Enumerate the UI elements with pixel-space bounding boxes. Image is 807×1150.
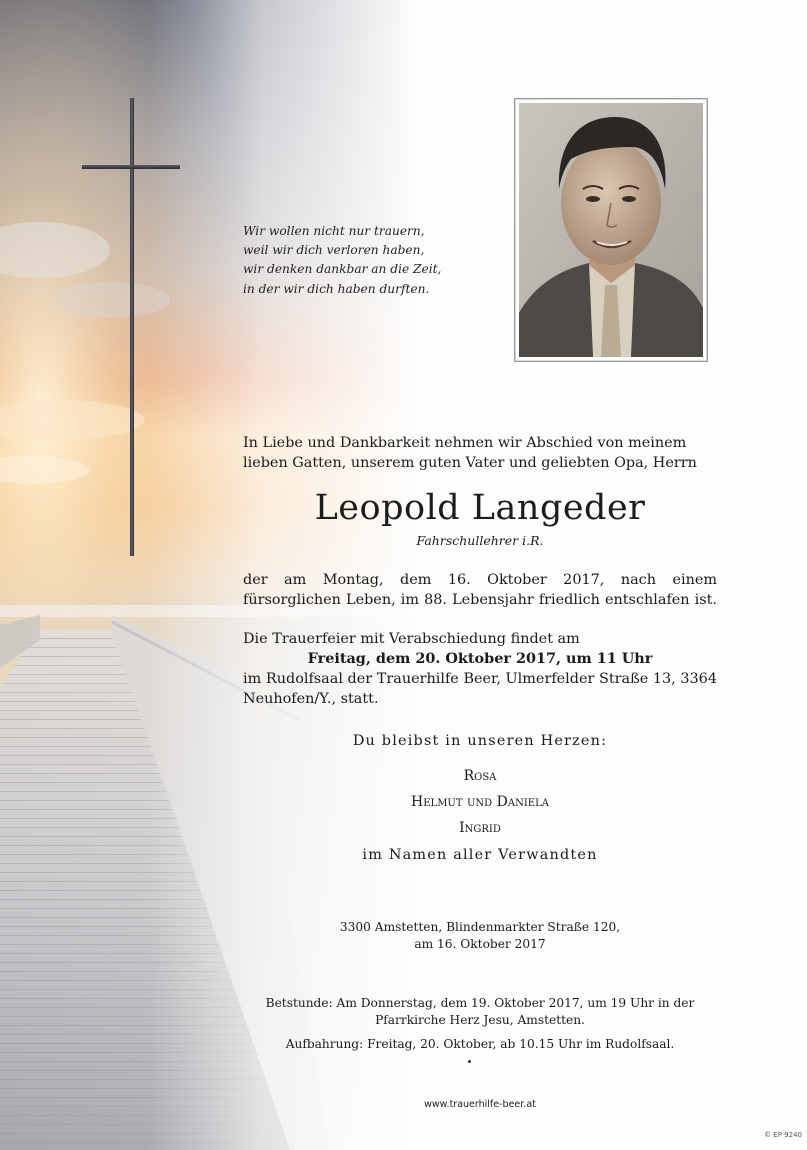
- farewell-intro: [243, 433, 723, 473]
- ceremony-intro: Die Trauerfeier mit Verabschiedung findet am: [243, 631, 580, 647]
- address-date: am 16. Oktober 2017: [414, 937, 546, 951]
- ceremony-location-cont: Neuhofen/Y., statt.: [243, 691, 379, 707]
- mourner-name: Rosa: [463, 768, 497, 784]
- poem-line: weil wir dich verloren haben,: [243, 243, 425, 258]
- ceremony-location: im Rudolfsaal der Trauerhilfe Beer, Ulmerfelder Straße 13, 3364: [243, 671, 717, 687]
- poem-line: in der wir dich haben durften.: [243, 281, 430, 296]
- relatives-line: im Namen aller Verwandten: [362, 847, 598, 863]
- ceremony-info: [243, 629, 717, 709]
- deceased-profession: Fahrschullehrer i.R.: [416, 533, 544, 548]
- intro-line: In Liebe und Dankbarkeit nehmen wir Abschied von meinem: [243, 435, 687, 451]
- poem-line: wir denken dankbar an die Zeit,: [243, 262, 442, 277]
- viewing-line: Aufbahrung: Freitag, 20. Oktober, ab 10.15 Uhr im Rudolfsaal.: [285, 1037, 675, 1051]
- mourners-heading: Du bleibst in unseren Herzen:: [352, 733, 608, 749]
- portrait-image: [519, 103, 703, 357]
- ceremony-date: Freitag, dem 20. Oktober 2017, um 11 Uhr: [307, 650, 653, 667]
- address-line: 3300 Amstetten, Blindenmarkter Straße 120,: [339, 920, 621, 934]
- prayer-line: Pfarrkirche Herz Jesu, Amstetten.: [375, 1013, 585, 1027]
- mourner-name: Helmut und Daniela: [411, 794, 549, 810]
- mourners-list: [243, 763, 717, 841]
- death-notice: [243, 570, 717, 610]
- deceased-name: Leopold Langeder: [314, 488, 646, 528]
- print-code: © EP 9240: [764, 1131, 802, 1139]
- prayer-line: Betstunde: Am Donnerstag, dem 19. Oktober 2017, um 19 Uhr in der: [265, 996, 695, 1010]
- portrait-photo: [514, 98, 708, 362]
- death-notice-line: der am Montag, dem 16. Oktober 2017, nach einem: [243, 572, 717, 588]
- poem-line: Wir wollen nicht nur trauern,: [243, 224, 425, 238]
- death-notice-line: fürsorglichen Leben, im 88. Lebensjahr friedlich entschlafen ist.: [243, 592, 717, 608]
- address-block: [243, 919, 717, 953]
- mourner-name: Ingrid: [459, 820, 501, 836]
- memorial-poem: [243, 222, 503, 299]
- prayer-info: [230, 995, 730, 1053]
- funeral-home-website: www.trauerhilfe-beer.at: [424, 1099, 536, 1110]
- separator-dot: [468, 1060, 471, 1063]
- intro-line: lieben Gatten, unserem guten Vater und geliebten Opa, Herrn: [243, 455, 697, 471]
- cross-horizontal-beam: [82, 165, 180, 169]
